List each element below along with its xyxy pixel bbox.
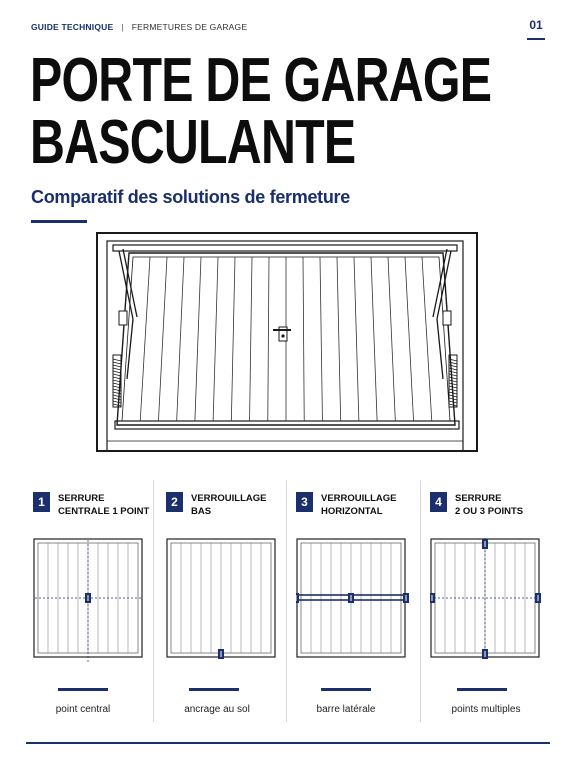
- option-title-line: SERRURE: [58, 493, 105, 504]
- subtitle-underline: [31, 220, 87, 223]
- caption-underline: [189, 688, 239, 691]
- central-lock-diagram-icon: [33, 538, 143, 662]
- option-title: [321, 493, 431, 518]
- option-caption: barre latérale: [316, 704, 376, 715]
- option-caption: point central: [55, 704, 111, 715]
- page-number: [527, 18, 545, 40]
- option-title-line: VERROUILLAGE: [191, 493, 267, 504]
- section-label: GUIDE TECHNIQUE: [31, 22, 114, 32]
- option-title-line: CENTRALE 1 POINT: [58, 505, 150, 517]
- option-title-line: HORIZONTAL: [321, 505, 383, 517]
- option-number-badge: 1: [33, 492, 50, 512]
- option-title: [58, 493, 168, 518]
- page-title: [30, 46, 492, 177]
- page-number-underline: [527, 38, 545, 40]
- option-title-line: VERROUILLAGE: [321, 493, 397, 504]
- multipoint-lock-diagram-icon: [430, 538, 544, 662]
- horizontal-bar-diagram-icon: [296, 538, 410, 662]
- footer-rule: [26, 742, 550, 744]
- option-title: [191, 493, 301, 518]
- page-number-text: 01: [529, 18, 543, 32]
- option-caption: points multiples: [451, 704, 521, 715]
- title-line-1: PORTE DE GARAGE: [30, 46, 492, 115]
- option-number-badge: 2: [166, 492, 183, 512]
- option-title-line: SERRURE: [455, 493, 502, 504]
- header-separator: |: [121, 22, 124, 32]
- option-card-1: [33, 480, 165, 722]
- page-subtitle: Comparatif des solutions de fermeture: [31, 187, 350, 207]
- option-caption: ancrage au sol: [184, 704, 250, 715]
- option-number-badge: 4: [430, 492, 447, 512]
- bottom-lock-diagram-icon: [166, 538, 276, 662]
- option-title-line: BAS: [191, 505, 212, 517]
- option-card-2: [166, 480, 298, 722]
- title-line-2: BASCULANTE: [30, 108, 356, 177]
- option-card-4: [430, 480, 562, 722]
- caption-underline: [321, 688, 371, 691]
- garage-door-illustration: [93, 229, 483, 455]
- caption-underline: [457, 688, 507, 691]
- door-handle-icon: [273, 327, 291, 341]
- header-bar: [31, 22, 247, 32]
- option-title: [455, 493, 565, 518]
- topic-label: FERMETURES DE GARAGE: [131, 22, 248, 32]
- option-title-line: 2 OU 3 POINTS: [455, 505, 524, 517]
- option-number-badge: 3: [296, 492, 313, 512]
- caption-underline: [58, 688, 108, 691]
- option-card-3: [296, 480, 428, 722]
